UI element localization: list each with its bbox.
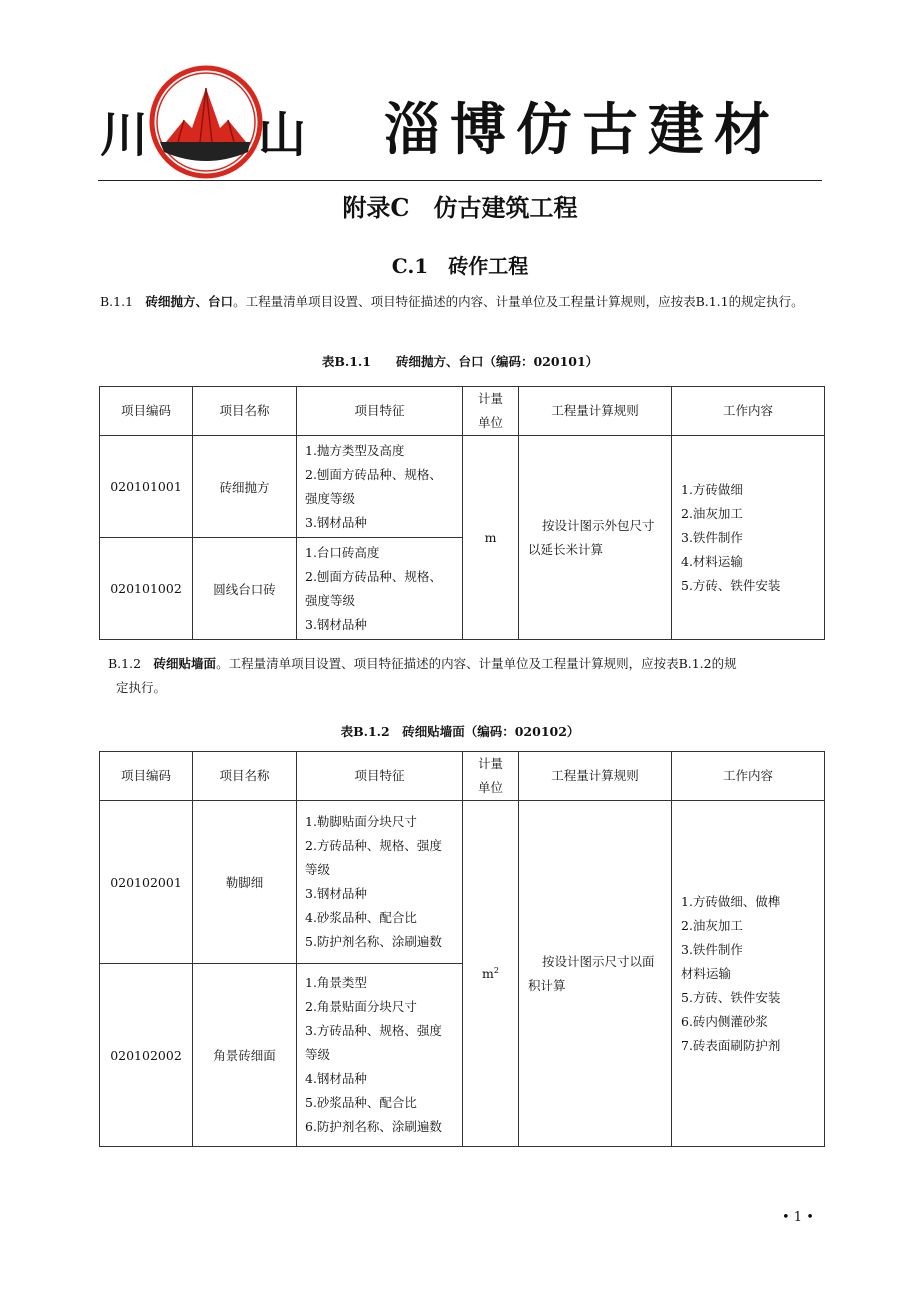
feature-line: 1.抛方类型及高度	[305, 442, 405, 458]
unit-base: m	[482, 966, 494, 982]
table-caption: 表B.1.1 砖细抛方、台口（编码：020101）	[321, 354, 599, 369]
feature-line: 3.钢材品种	[305, 616, 367, 632]
table-row	[100, 436, 825, 538]
work-line: 6.砖内侧灌砂浆	[681, 1013, 768, 1029]
feature-line: 2.刨面方砖品种、规格、	[305, 466, 442, 482]
clause-b-1-1	[100, 290, 825, 314]
mountain-emblem-icon	[148, 64, 264, 180]
feature-line: 等级	[305, 1047, 331, 1062]
table-row	[100, 801, 825, 964]
document-title: 附录C 仿古建筑工程	[342, 193, 578, 222]
table-header-row	[100, 387, 825, 436]
brand-name: 淄博仿古建材	[384, 97, 780, 163]
item-code: 020101002	[100, 538, 193, 640]
work-content	[672, 436, 825, 640]
header-cell-unit	[463, 752, 519, 801]
header-cell: 项目名称	[193, 387, 297, 436]
item-features	[297, 801, 463, 964]
header-cell: 项目编码	[100, 387, 193, 436]
clause-text: 。工程量清单项目设置、项目特征描述的内容、计量单位及工程量计算规则，应按表B.1.1的规定执行。	[233, 294, 804, 309]
calculation-rule	[519, 801, 672, 1147]
item-name: 角景砖细面	[193, 964, 297, 1147]
header-line: 单位	[477, 415, 503, 430]
header-cell: 项目编码	[100, 752, 193, 801]
item-code: 020101001	[100, 436, 193, 538]
unit-cell: m	[463, 436, 519, 640]
header-line: 单位	[477, 780, 503, 795]
rule-line: 按设计图示尺寸以面	[542, 953, 655, 969]
item-features	[297, 964, 463, 1147]
header-line: 计量	[477, 391, 503, 406]
feature-line: 5.砂浆品种、配合比	[305, 1095, 417, 1110]
header-divider	[98, 180, 822, 181]
rule-line: 以延长米计算	[528, 541, 604, 557]
feature-line: 5.防护剂名称、涂刷遍数	[305, 934, 442, 949]
work-line: 3.铁件制作	[681, 941, 743, 957]
item-features	[297, 538, 463, 640]
work-line: 1.方砖做细	[681, 481, 743, 497]
work-line: 1.方砖做细、做榫	[681, 893, 781, 909]
table-caption: 表B.1.2 砖细贴墙面（编码：020102）	[340, 724, 580, 739]
calculation-rule	[519, 436, 672, 640]
item-name: 砖细抛方	[193, 436, 297, 538]
header-cell-unit	[463, 387, 519, 436]
unit-cell	[463, 801, 519, 1147]
clause-number: B.1.2	[108, 656, 154, 671]
feature-line: 2.方砖品种、规格、强度	[305, 838, 442, 853]
feature-line: 1.勒脚贴面分块尺寸	[305, 814, 417, 829]
clause-subject: 砖细抛方、台口	[145, 294, 234, 309]
rule-line: 按设计图示外包尺寸	[542, 517, 655, 533]
feature-line: 3.钢材品种	[305, 886, 367, 901]
work-line: 3.铁件制作	[681, 529, 743, 545]
clause-text-continued: 定执行。	[116, 680, 167, 695]
feature-line: 3.钢材品种	[305, 514, 367, 530]
feature-line: 6.防护剂名称、涂刷遍数	[305, 1119, 442, 1134]
feature-line: 2.角景贴面分块尺寸	[305, 999, 417, 1014]
work-line: 5.方砖、铁件安装	[681, 577, 781, 593]
rule-line: 积计算	[528, 977, 566, 993]
feature-line: 强度等级	[305, 490, 356, 506]
spec-table-b-1-1	[99, 386, 825, 640]
clause-text: 。工程量清单项目设置、项目特征描述的内容、计量单位及工程量计算规则，应按表B.1.2的规	[216, 656, 737, 671]
spec-table-b-1-2	[99, 751, 825, 1147]
work-content	[672, 801, 825, 1147]
logo-right-char: 山	[258, 107, 307, 163]
letterhead	[100, 62, 822, 180]
header-cell: 工作内容	[672, 387, 825, 436]
feature-line: 1.角景类型	[305, 975, 367, 990]
clause-b-1-2	[100, 652, 822, 700]
table-header-row	[100, 752, 825, 801]
feature-line: 3.方砖品种、规格、强度	[305, 1023, 442, 1038]
work-line: 2.油灰加工	[681, 505, 743, 521]
section-title: C.1 砖作工程	[391, 254, 529, 278]
feature-line: 1.台口砖高度	[305, 544, 380, 560]
clause-number: B.1.1	[100, 294, 146, 309]
feature-line: 等级	[305, 862, 331, 877]
logo-left-char: 川	[100, 107, 149, 163]
item-code: 020102002	[100, 964, 193, 1147]
header-cell: 工程量计算规则	[519, 387, 672, 436]
header-line: 计量	[477, 756, 503, 771]
item-code: 020102001	[100, 801, 193, 964]
feature-line: 4.钢材品种	[305, 1071, 367, 1086]
feature-line: 强度等级	[305, 592, 356, 608]
item-name: 圆线台口砖	[193, 538, 297, 640]
unit-superscript: 2	[493, 965, 499, 975]
header-cell: 项目特征	[297, 387, 463, 436]
header-cell: 工程量计算规则	[519, 752, 672, 801]
work-line: 5.方砖、铁件安装	[681, 989, 781, 1005]
work-line: 材料运输	[681, 965, 732, 981]
page-number: • 1 •	[782, 1210, 814, 1225]
work-line: 4.材料运输	[681, 553, 743, 569]
item-features	[297, 436, 463, 538]
header-cell: 项目名称	[193, 752, 297, 801]
work-line: 2.油灰加工	[681, 917, 743, 933]
item-name: 勒脚细	[193, 801, 297, 964]
feature-line: 4.砂浆品种、配合比	[305, 910, 417, 925]
feature-line: 2.刨面方砖品种、规格、	[305, 568, 442, 584]
header-cell: 项目特征	[297, 752, 463, 801]
clause-subject: 砖细贴墙面	[153, 656, 217, 671]
work-line: 7.砖表面刷防护剂	[681, 1037, 781, 1053]
header-cell: 工作内容	[672, 752, 825, 801]
